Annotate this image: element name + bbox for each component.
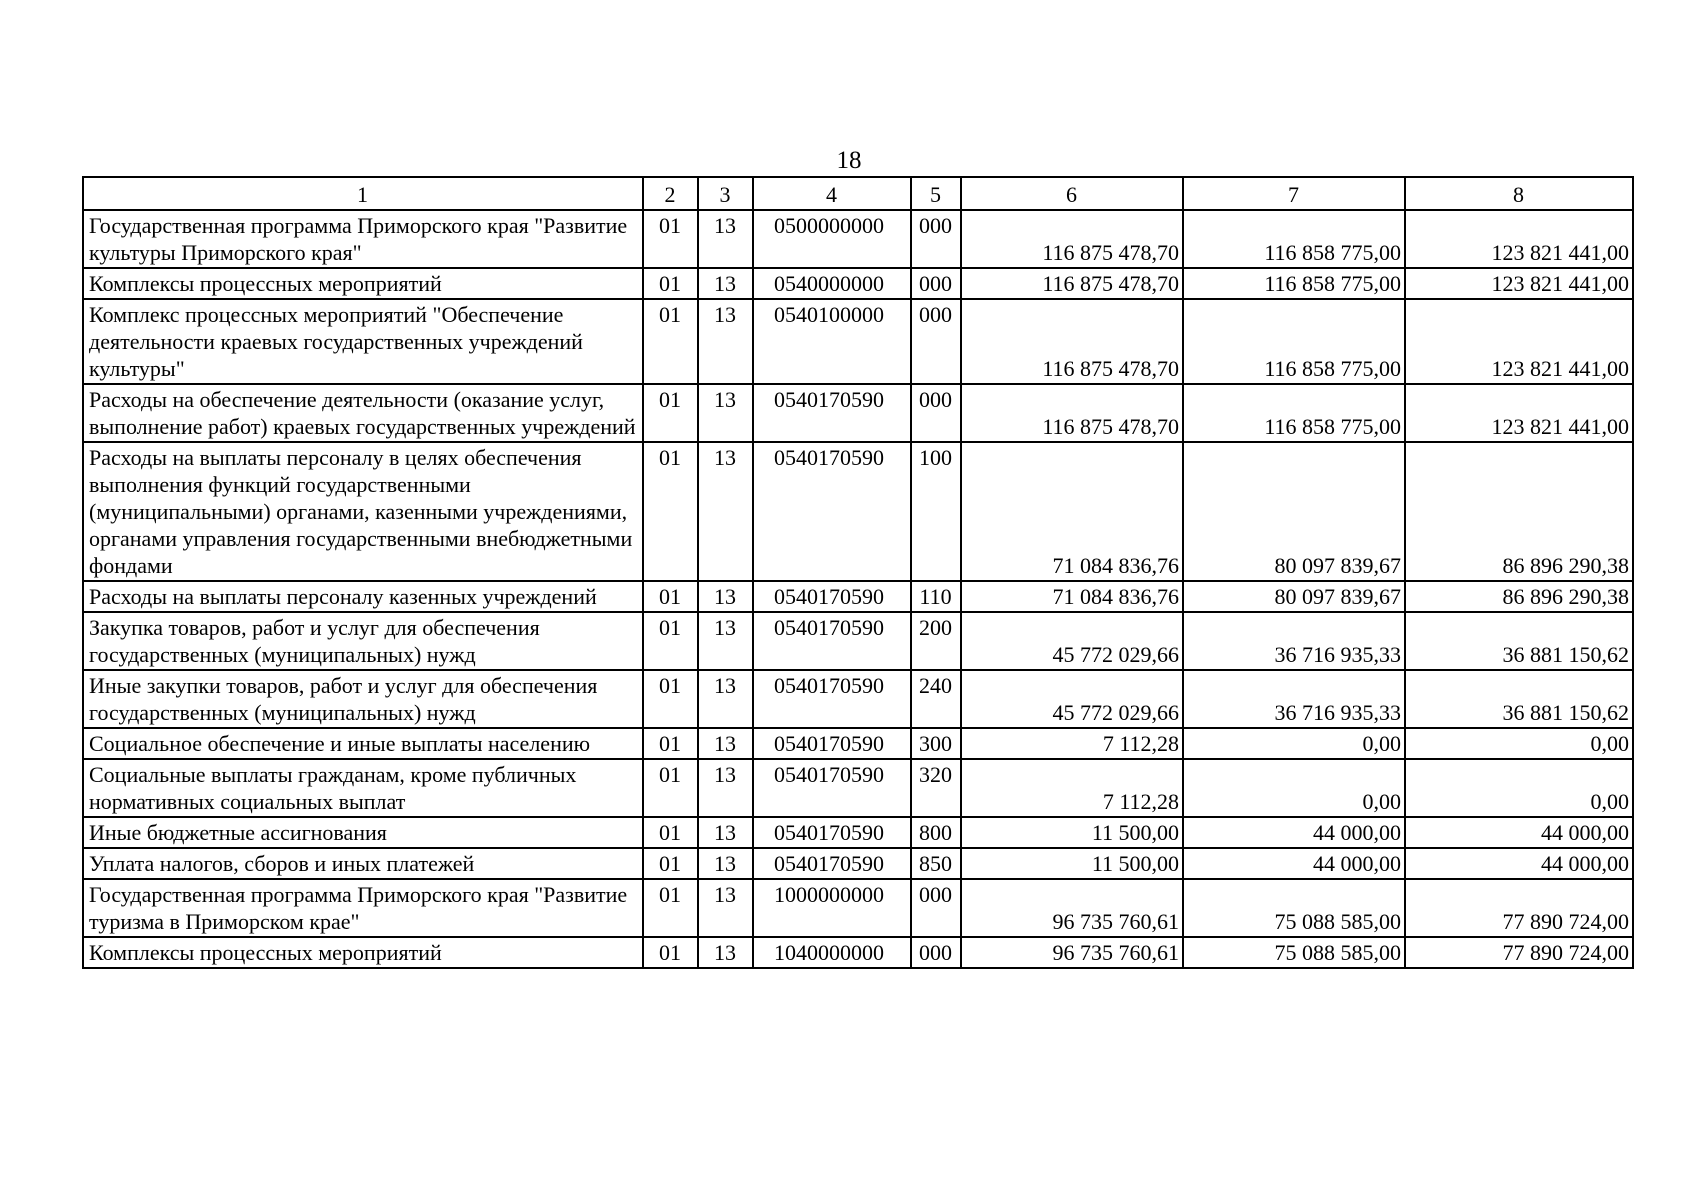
expense-type-cell: 100	[911, 442, 961, 581]
row-name-cell: Государственная программа Приморского края "Развитие туризма в Приморском крае"	[83, 879, 643, 937]
amount-col7-cell: 75 088 585,00	[1183, 879, 1405, 937]
section-code-cell: 01	[643, 442, 698, 581]
header-cell-2: 2	[643, 177, 698, 210]
amount-col8-cell: 44 000,00	[1405, 817, 1633, 848]
subsection-code-cell: 13	[698, 759, 753, 817]
target-article-cell: 0540100000	[753, 299, 911, 384]
expense-type-cell: 000	[911, 879, 961, 937]
amount-col6-cell: 71 084 836,76	[961, 581, 1183, 612]
amount-col6-cell: 96 735 760,61	[961, 937, 1183, 968]
section-code-cell: 01	[643, 937, 698, 968]
amount-col8-cell: 77 890 724,00	[1405, 879, 1633, 937]
header-cell-5: 5	[911, 177, 961, 210]
row-name-cell: Комплексы процессных мероприятий	[83, 937, 643, 968]
subsection-code-cell: 13	[698, 612, 753, 670]
amount-col7-cell: 44 000,00	[1183, 817, 1405, 848]
row-name-cell: Государственная программа Приморского края "Развитие культуры Приморского края"	[83, 210, 643, 268]
amount-col7-cell: 116 858 775,00	[1183, 268, 1405, 299]
expense-type-cell: 000	[911, 937, 961, 968]
header-cell-8: 8	[1405, 177, 1633, 210]
table-row	[83, 581, 1633, 612]
amount-col8-cell: 123 821 441,00	[1405, 299, 1633, 384]
section-code-cell: 01	[643, 581, 698, 612]
row-name-cell: Иные закупки товаров, работ и услуг для обеспечения государственных (муниципальных) нужд	[83, 670, 643, 728]
target-article-cell: 1040000000	[753, 937, 911, 968]
expense-type-cell: 800	[911, 817, 961, 848]
section-code-cell: 01	[643, 848, 698, 879]
target-article-cell: 0540170590	[753, 670, 911, 728]
subsection-code-cell: 13	[698, 442, 753, 581]
amount-col8-cell: 36 881 150,62	[1405, 670, 1633, 728]
table-row	[83, 759, 1633, 817]
amount-col6-cell: 116 875 478,70	[961, 210, 1183, 268]
expense-type-cell: 200	[911, 612, 961, 670]
amount-col7-cell: 0,00	[1183, 759, 1405, 817]
target-article-cell: 0500000000	[753, 210, 911, 268]
subsection-code-cell: 13	[698, 848, 753, 879]
table-row	[83, 670, 1633, 728]
expense-type-cell: 000	[911, 210, 961, 268]
target-article-cell: 0540170590	[753, 817, 911, 848]
expense-type-cell: 320	[911, 759, 961, 817]
table-row	[83, 384, 1633, 442]
amount-col6-cell: 71 084 836,76	[961, 442, 1183, 581]
amount-col7-cell: 0,00	[1183, 728, 1405, 759]
target-article-cell: 0540170590	[753, 728, 911, 759]
subsection-code-cell: 13	[698, 581, 753, 612]
amount-col7-cell: 36 716 935,33	[1183, 670, 1405, 728]
amount-col6-cell: 96 735 760,61	[961, 879, 1183, 937]
section-code-cell: 01	[643, 299, 698, 384]
amount-col6-cell: 116 875 478,70	[961, 268, 1183, 299]
table-header-row	[83, 177, 1633, 210]
target-article-cell: 0540170590	[753, 612, 911, 670]
table-row	[83, 848, 1633, 879]
subsection-code-cell: 13	[698, 937, 753, 968]
section-code-cell: 01	[643, 384, 698, 442]
amount-col6-cell: 45 772 029,66	[961, 670, 1183, 728]
header-cell-7: 7	[1183, 177, 1405, 210]
amount-col8-cell: 123 821 441,00	[1405, 210, 1633, 268]
row-name-cell: Социальное обеспечение и иные выплаты населению	[83, 728, 643, 759]
table-row	[83, 442, 1633, 581]
amount-col8-cell: 123 821 441,00	[1405, 268, 1633, 299]
section-code-cell: 01	[643, 268, 698, 299]
subsection-code-cell: 13	[698, 268, 753, 299]
amount-col7-cell: 80 097 839,67	[1183, 442, 1405, 581]
subsection-code-cell: 13	[698, 879, 753, 937]
row-name-cell: Уплата налогов, сборов и иных платежей	[83, 848, 643, 879]
row-name-cell: Расходы на обеспечение деятельности (оказание услуг, выполнение работ) краевых государственных учреждений	[83, 384, 643, 442]
target-article-cell: 0540170590	[753, 848, 911, 879]
expense-type-cell: 240	[911, 670, 961, 728]
section-code-cell: 01	[643, 612, 698, 670]
subsection-code-cell: 13	[698, 817, 753, 848]
target-article-cell: 0540170590	[753, 442, 911, 581]
table-row	[83, 299, 1633, 384]
row-name-cell: Закупка товаров, работ и услуг для обеспечения государственных (муниципальных) нужд	[83, 612, 643, 670]
amount-col8-cell: 44 000,00	[1405, 848, 1633, 879]
expense-type-cell: 300	[911, 728, 961, 759]
row-name-cell: Социальные выплаты гражданам, кроме публичных нормативных социальных выплат	[83, 759, 643, 817]
subsection-code-cell: 13	[698, 670, 753, 728]
budget-table	[82, 176, 1634, 969]
amount-col6-cell: 11 500,00	[961, 817, 1183, 848]
amount-col8-cell: 0,00	[1405, 728, 1633, 759]
subsection-code-cell: 13	[698, 299, 753, 384]
subsection-code-cell: 13	[698, 728, 753, 759]
header-cell-1: 1	[83, 177, 643, 210]
table-row	[83, 612, 1633, 670]
amount-col7-cell: 75 088 585,00	[1183, 937, 1405, 968]
expense-type-cell: 850	[911, 848, 961, 879]
subsection-code-cell: 13	[698, 384, 753, 442]
amount-col7-cell: 36 716 935,33	[1183, 612, 1405, 670]
amount-col7-cell: 116 858 775,00	[1183, 384, 1405, 442]
table-row	[83, 268, 1633, 299]
section-code-cell: 01	[643, 728, 698, 759]
target-article-cell: 0540170590	[753, 581, 911, 612]
amount-col6-cell: 7 112,28	[961, 728, 1183, 759]
amount-col8-cell: 86 896 290,38	[1405, 581, 1633, 612]
table-row	[83, 937, 1633, 968]
section-code-cell: 01	[643, 879, 698, 937]
target-article-cell: 0540170590	[753, 384, 911, 442]
amount-col6-cell: 7 112,28	[961, 759, 1183, 817]
expense-type-cell: 110	[911, 581, 961, 612]
target-article-cell: 1000000000	[753, 879, 911, 937]
amount-col7-cell: 80 097 839,67	[1183, 581, 1405, 612]
amount-col7-cell: 116 858 775,00	[1183, 299, 1405, 384]
amount-col6-cell: 116 875 478,70	[961, 384, 1183, 442]
section-code-cell: 01	[643, 210, 698, 268]
amount-col8-cell: 86 896 290,38	[1405, 442, 1633, 581]
row-name-cell: Комплекс процессных мероприятий "Обеспечение деятельности краевых государственных учреждений культуры"	[83, 299, 643, 384]
row-name-cell: Иные бюджетные ассигнования	[83, 817, 643, 848]
table-row	[83, 210, 1633, 268]
section-code-cell: 01	[643, 817, 698, 848]
row-name-cell: Комплексы процессных мероприятий	[83, 268, 643, 299]
section-code-cell: 01	[643, 759, 698, 817]
target-article-cell: 0540170590	[753, 759, 911, 817]
subsection-code-cell: 13	[698, 210, 753, 268]
table-row	[83, 817, 1633, 848]
header-cell-4: 4	[753, 177, 911, 210]
expense-type-cell: 000	[911, 268, 961, 299]
page-number: 18	[836, 147, 862, 174]
amount-col6-cell: 116 875 478,70	[961, 299, 1183, 384]
section-code-cell: 01	[643, 670, 698, 728]
expense-type-cell: 000	[911, 299, 961, 384]
amount-col7-cell: 116 858 775,00	[1183, 210, 1405, 268]
row-name-cell: Расходы на выплаты персоналу казенных учреждений	[83, 581, 643, 612]
table-row	[83, 728, 1633, 759]
amount-col6-cell: 45 772 029,66	[961, 612, 1183, 670]
table-row	[83, 879, 1633, 937]
header-cell-6: 6	[961, 177, 1183, 210]
amount-col8-cell: 36 881 150,62	[1405, 612, 1633, 670]
amount-col8-cell: 123 821 441,00	[1405, 384, 1633, 442]
amount-col8-cell: 0,00	[1405, 759, 1633, 817]
expense-type-cell: 000	[911, 384, 961, 442]
amount-col6-cell: 11 500,00	[961, 848, 1183, 879]
target-article-cell: 0540000000	[753, 268, 911, 299]
header-cell-3: 3	[698, 177, 753, 210]
amount-col8-cell: 77 890 724,00	[1405, 937, 1633, 968]
row-name-cell: Расходы на выплаты персоналу в целях обеспечения выполнения функций государственными (муниципальными) органами, казенными учреждениями, органами управления государственными внебюджетными фондами	[83, 442, 643, 581]
amount-col7-cell: 44 000,00	[1183, 848, 1405, 879]
